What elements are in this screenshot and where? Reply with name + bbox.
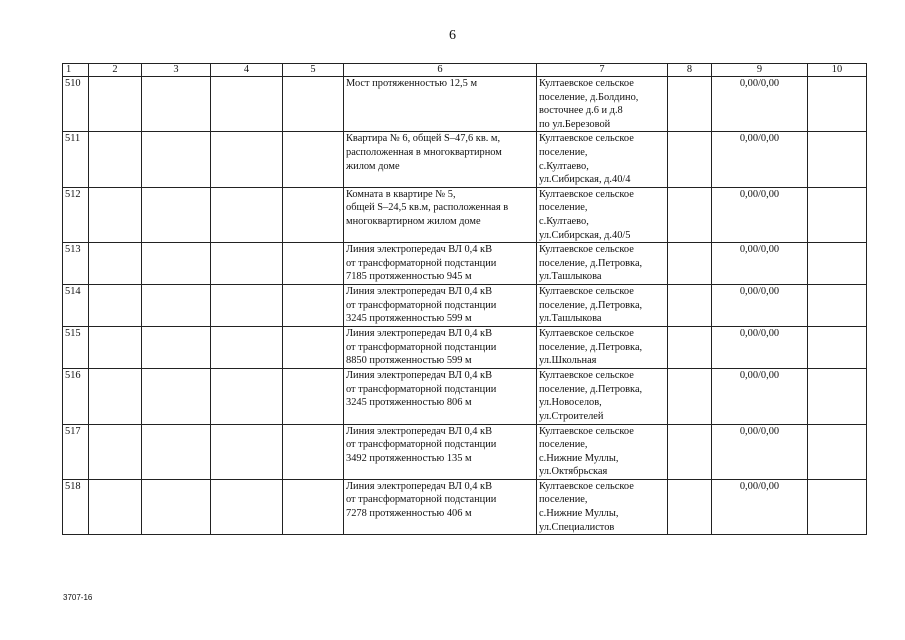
object-name-cell xyxy=(344,132,537,187)
address-line: ул.Сибирская, д.40/5 xyxy=(539,229,631,241)
empty-cell xyxy=(283,243,344,285)
empty-cell xyxy=(668,327,712,369)
address-cell xyxy=(537,327,668,369)
empty-cell xyxy=(211,243,283,285)
empty-cell xyxy=(142,187,211,242)
address-cell xyxy=(537,479,668,534)
value-cell: 0,00/0,00 xyxy=(712,77,808,132)
empty-cell xyxy=(668,243,712,285)
address-line: поселение, д.Петровка, xyxy=(539,257,643,269)
empty-cell xyxy=(283,77,344,132)
table-row xyxy=(63,243,867,285)
empty-cell xyxy=(808,424,867,479)
value-cell: 0,00/0,00 xyxy=(712,369,808,424)
empty-cell xyxy=(89,187,142,242)
empty-cell xyxy=(668,479,712,534)
empty-cell xyxy=(808,369,867,424)
object-name-line: от трансформаторной подстанции xyxy=(346,383,497,395)
empty-cell xyxy=(142,77,211,132)
row-number-cell: 510 xyxy=(63,77,89,132)
object-name-line: общей S–24,5 кв.м, расположенная в xyxy=(346,202,509,214)
table-row xyxy=(63,77,867,132)
object-name-cell xyxy=(344,369,537,424)
object-name-cell xyxy=(344,424,537,479)
empty-cell xyxy=(142,479,211,534)
address-line: с.Култаево, xyxy=(539,215,589,227)
empty-cell xyxy=(668,369,712,424)
empty-cell xyxy=(808,132,867,187)
registry-body xyxy=(63,77,867,535)
address-line: Култаевское сельское xyxy=(539,78,634,89)
empty-cell xyxy=(668,132,712,187)
document-code: 3707-16 xyxy=(63,593,93,602)
empty-cell xyxy=(283,479,344,534)
object-name-line: от трансформаторной подстанции xyxy=(346,494,497,506)
object-name-line: 8850 протяженностью 599 м xyxy=(346,355,472,367)
column-header: 2 xyxy=(89,64,142,77)
object-name-line: Комната в квартире № 5, xyxy=(346,188,456,200)
empty-cell xyxy=(808,187,867,242)
address-line: поселение, д.Петровка, xyxy=(539,383,643,395)
empty-cell xyxy=(89,285,142,327)
empty-cell xyxy=(808,479,867,534)
row-number-cell: 511 xyxy=(63,132,89,187)
empty-cell xyxy=(808,77,867,132)
address-cell xyxy=(537,243,668,285)
empty-cell xyxy=(142,243,211,285)
empty-cell xyxy=(142,132,211,187)
column-header: 8 xyxy=(668,64,712,77)
empty-cell xyxy=(211,369,283,424)
empty-cell xyxy=(808,285,867,327)
object-name-line: 7278 протяженностью 406 м xyxy=(346,508,472,520)
object-name-line: от трансформаторной подстанции xyxy=(346,299,497,311)
address-line: поселение, xyxy=(539,439,588,451)
empty-cell xyxy=(211,77,283,132)
address-line: ул.Специалистов xyxy=(539,521,615,533)
value-cell: 0,00/0,00 xyxy=(712,479,808,534)
address-line: Култаевское сельское xyxy=(539,328,634,340)
address-line: восточнее д.6 и д.8 xyxy=(539,105,623,117)
object-name-line: Линия электропередач ВЛ 0,4 кВ xyxy=(346,244,493,256)
row-number-cell: 513 xyxy=(63,243,89,285)
property-registry-table xyxy=(62,63,867,535)
empty-cell xyxy=(283,424,344,479)
empty-cell xyxy=(283,369,344,424)
row-number-cell: 512 xyxy=(63,187,89,242)
address-line: с.Нижние Муллы, xyxy=(539,452,619,464)
empty-cell xyxy=(668,187,712,242)
address-line: ул.Ташлыкова xyxy=(539,313,602,325)
table-row xyxy=(63,327,867,369)
address-line: ул.Школьная xyxy=(539,355,597,367)
address-cell xyxy=(537,285,668,327)
column-header: 1 xyxy=(63,64,89,77)
address-line: с.Нижние Муллы, xyxy=(539,508,619,520)
object-name-cell xyxy=(344,187,537,242)
empty-cell xyxy=(89,327,142,369)
empty-cell xyxy=(142,369,211,424)
empty-cell xyxy=(668,285,712,327)
address-line: поселение, д.Петровка, xyxy=(539,299,643,311)
address-line: Култаевское сельское xyxy=(539,286,634,298)
empty-cell xyxy=(211,285,283,327)
empty-cell xyxy=(142,327,211,369)
value-cell: 0,00/0,00 xyxy=(712,243,808,285)
address-line: Култаевское сельское xyxy=(539,480,634,492)
address-line: Култаевское сельское xyxy=(539,370,634,382)
address-line: поселение, xyxy=(539,202,588,214)
object-name-line: Квартира № 6, общей S–47,6 кв. м, xyxy=(346,133,501,145)
table-row xyxy=(63,479,867,534)
row-number-cell: 517 xyxy=(63,424,89,479)
empty-cell xyxy=(668,77,712,132)
object-name-line: 3245 протяженностью 599 м xyxy=(346,313,472,325)
address-line: ул.Строителей xyxy=(539,410,604,422)
value-cell: 0,00/0,00 xyxy=(712,327,808,369)
empty-cell xyxy=(142,285,211,327)
empty-cell xyxy=(211,479,283,534)
empty-cell xyxy=(89,424,142,479)
address-line: ул.Октябрьская xyxy=(539,466,608,478)
address-line: ул.Сибирская, д.40/4 xyxy=(539,174,631,186)
value-cell: 0,00/0,00 xyxy=(712,285,808,327)
table-row xyxy=(63,424,867,479)
empty-cell xyxy=(283,187,344,242)
empty-cell xyxy=(89,77,142,132)
empty-cell xyxy=(89,132,142,187)
address-cell xyxy=(537,187,668,242)
object-name-line: Линия электропередач ВЛ 0,4 кВ xyxy=(346,370,493,382)
empty-cell xyxy=(808,243,867,285)
value-cell: 0,00/0,00 xyxy=(712,132,808,187)
address-line: поселение, xyxy=(539,494,588,506)
page-number: 6 xyxy=(449,28,456,43)
object-name-line: 3245 протяженностью 806 м xyxy=(346,397,472,409)
object-name-line: Линия электропередач ВЛ 0,4 кВ xyxy=(346,425,493,437)
address-cell xyxy=(537,369,668,424)
row-number-cell: 515 xyxy=(63,327,89,369)
object-name-line: от трансформаторной подстанции xyxy=(346,439,497,451)
object-name-line: Мост протяженностью 12,5 м xyxy=(346,78,478,89)
row-number-cell: 514 xyxy=(63,285,89,327)
table-row xyxy=(63,187,867,242)
column-header: 5 xyxy=(283,64,344,77)
object-name-line: расположенная в многоквартирном xyxy=(346,146,502,158)
empty-cell xyxy=(211,327,283,369)
object-name-line: Линия электропередач ВЛ 0,4 кВ xyxy=(346,286,493,298)
object-name-cell xyxy=(344,327,537,369)
object-name-line: 3492 протяженностью 135 м xyxy=(346,452,472,464)
object-name-line: многоквартирном жилом доме xyxy=(346,215,481,227)
table-row xyxy=(63,285,867,327)
empty-cell xyxy=(283,327,344,369)
empty-cell xyxy=(283,285,344,327)
empty-cell xyxy=(283,132,344,187)
empty-cell xyxy=(211,132,283,187)
object-name-line: Линия электропередач ВЛ 0,4 кВ xyxy=(346,328,493,340)
address-cell xyxy=(537,132,668,187)
column-header: 4 xyxy=(211,64,283,77)
empty-cell xyxy=(142,424,211,479)
object-name-line: жилом доме xyxy=(346,160,400,172)
object-name-cell xyxy=(344,285,537,327)
empty-cell xyxy=(668,424,712,479)
address-line: Култаевское сельское xyxy=(539,133,634,145)
empty-cell xyxy=(89,243,142,285)
column-header: 7 xyxy=(537,64,668,77)
address-line: поселение, xyxy=(539,146,588,158)
empty-cell xyxy=(211,424,283,479)
table-row xyxy=(63,369,867,424)
empty-cell xyxy=(89,369,142,424)
address-line: поселение, д.Петровка, xyxy=(539,341,643,353)
row-number-cell: 516 xyxy=(63,369,89,424)
address-line: Култаевское сельское xyxy=(539,188,634,200)
address-cell xyxy=(537,424,668,479)
column-number-row xyxy=(63,64,867,77)
address-cell xyxy=(537,77,668,132)
address-line: по ул.Березовой xyxy=(539,118,611,130)
column-header: 10 xyxy=(808,64,867,77)
column-header: 9 xyxy=(712,64,808,77)
address-line: ул.Новоселов, xyxy=(539,397,602,409)
address-line: Култаевское сельское xyxy=(539,244,634,256)
empty-cell xyxy=(211,187,283,242)
object-name-line: от трансформаторной подстанции xyxy=(346,341,497,353)
object-name-cell xyxy=(344,479,537,534)
address-line: ул.Ташлыкова xyxy=(539,271,602,283)
column-header: 3 xyxy=(142,64,211,77)
row-number-cell: 518 xyxy=(63,479,89,534)
column-header: 6 xyxy=(344,64,537,77)
object-name-cell xyxy=(344,77,537,132)
address-line: поселение, д.Болдино, xyxy=(539,91,639,103)
object-name-line: 7185 протяженностью 945 м xyxy=(346,271,472,283)
empty-cell xyxy=(808,327,867,369)
value-cell: 0,00/0,00 xyxy=(712,187,808,242)
address-line: с.Култаево, xyxy=(539,160,589,172)
value-cell: 0,00/0,00 xyxy=(712,424,808,479)
address-line: Култаевское сельское xyxy=(539,425,634,437)
object-name-line: Линия электропередач ВЛ 0,4 кВ xyxy=(346,480,493,492)
empty-cell xyxy=(89,479,142,534)
table-row xyxy=(63,132,867,187)
object-name-line: от трансформаторной подстанции xyxy=(346,257,497,269)
object-name-cell xyxy=(344,243,537,285)
